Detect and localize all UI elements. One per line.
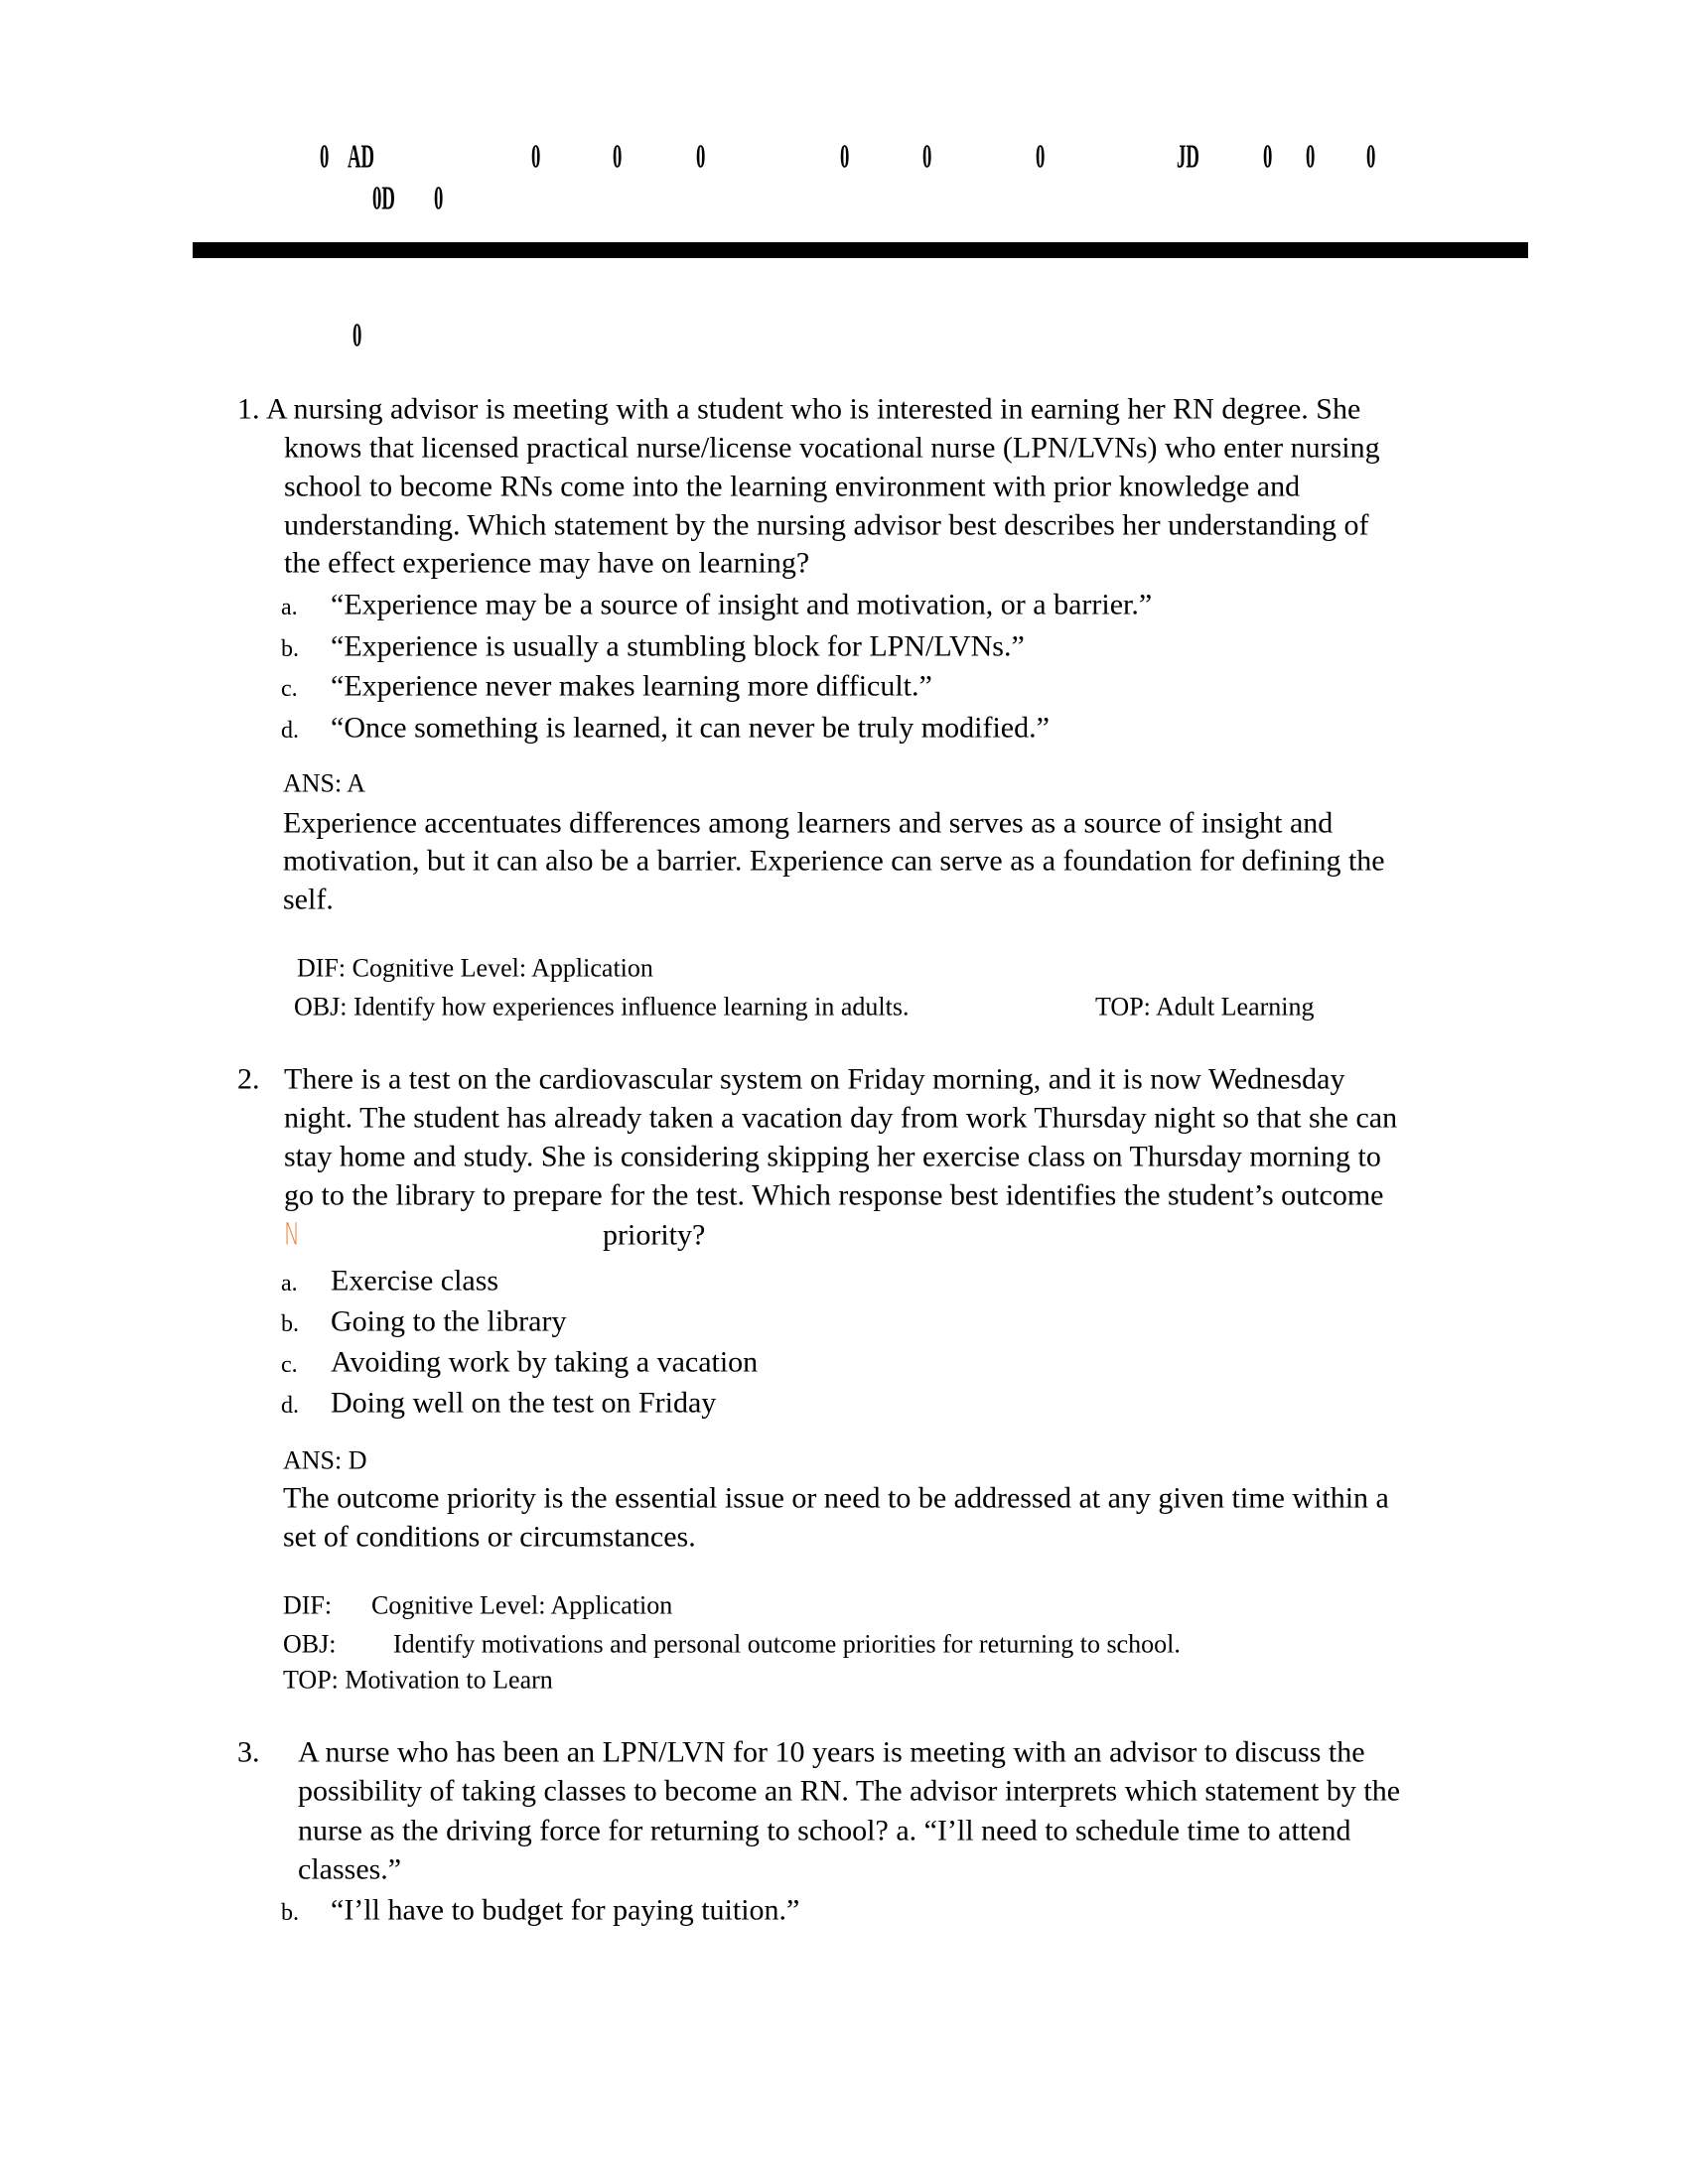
question-stem-line: classes.”	[298, 1852, 402, 1886]
header-glyph: 0D	[372, 180, 395, 217]
rationale-line: set of conditions or circumstances.	[283, 1520, 696, 1554]
question-stem-line: A nurse who has been an LPN/LVN for 10 years is meeting with an advisor to discuss the	[298, 1735, 1365, 1769]
header-glyph: 0	[320, 138, 330, 176]
option-letter: a.	[281, 594, 298, 620]
objective-label: OBJ:	[283, 1629, 337, 1659]
option-text: Going to the library	[331, 1304, 567, 1338]
question-stem-line: There is a test on the cardiovascular system on Friday morning, and it is now Wednesday	[284, 1062, 1345, 1096]
header-glyph: 0	[434, 180, 444, 217]
rationale-line: motivation, but it can also be a barrier. Experience can serve as a foundation for defining the	[283, 844, 1385, 878]
answer: ANS: D	[283, 1445, 367, 1475]
question-stem-line: possibility of taking classes to become an RN. The advisor interprets which statement by the	[298, 1774, 1401, 1808]
header-rule	[193, 242, 1528, 258]
option-letter: d.	[281, 717, 299, 744]
question-stem-line: school to become RNs come into the learning environment with prior knowledge and	[284, 470, 1301, 503]
section-mark: 0	[352, 317, 362, 354]
question-number: 2.	[237, 1062, 260, 1096]
rationale-line: The outcome priority is the essential issue or need to be addressed at any given time within a	[283, 1481, 1389, 1515]
option-text: Avoiding work by taking a vacation	[331, 1345, 759, 1379]
option-letter: c.	[281, 1351, 298, 1378]
header-glyph: 0	[840, 138, 850, 176]
question-stem-line: understanding. Which statement by the nursing advisor best describes her understanding of	[284, 508, 1369, 542]
option-text: Doing well on the test on Friday	[331, 1386, 717, 1420]
option-text: “Once something is learned, it can never be truly modified.”	[331, 711, 1050, 745]
question-stem-line: knows that licensed practical nurse/license vocational nurse (LPN/LVNs) who enter nursing	[284, 431, 1380, 465]
rationale-line: self.	[283, 883, 334, 916]
difficulty-label: DIF:	[283, 1590, 333, 1620]
option-letter: b.	[281, 1899, 299, 1926]
topic: TOP: Adult Learning	[1095, 992, 1315, 1022]
objective: Identify motivations and personal outcome priorities for returning to school.	[393, 1629, 1181, 1659]
option-text: “Experience may be a source of insight and motivation, or a barrier.”	[331, 588, 1153, 621]
header-glyph: 0	[531, 138, 541, 176]
stem-mark: N	[284, 1217, 300, 1253]
header-glyph: JD	[1177, 138, 1199, 176]
answer: ANS: A	[283, 768, 366, 798]
difficulty: DIF: Cognitive Level: Application	[297, 953, 653, 983]
question-stem-line: priority?	[603, 1218, 706, 1252]
option-letter: a.	[281, 1270, 298, 1297]
option-letter: b.	[281, 635, 299, 662]
header-glyph: AD	[348, 138, 375, 176]
header-glyph: 0	[696, 138, 706, 176]
question-number: 1.	[237, 392, 260, 426]
objective: OBJ: Identify how experiences influence learning in adults.	[294, 992, 910, 1022]
option-letter: c.	[281, 675, 298, 702]
header-glyph: 0	[1366, 138, 1376, 176]
header-glyph: 0	[1036, 138, 1046, 176]
question-stem-line: A nursing advisor is meeting with a student who is interested in earning her RN degree. She	[266, 392, 1361, 426]
question-stem-line: nurse as the driving force for returning to school? a. “I’ll need to schedule time to attend	[298, 1814, 1351, 1847]
header-glyph: 0	[1263, 138, 1273, 176]
option-text: “I’ll have to budget for paying tuition.”	[331, 1893, 800, 1927]
header-glyph: 0	[922, 138, 932, 176]
option-text: Exercise class	[331, 1264, 499, 1297]
header-glyph: 0	[613, 138, 623, 176]
difficulty: Cognitive Level: Application	[371, 1590, 673, 1620]
question-stem-line: stay home and study. She is considering skipping her exercise class on Thursday morning to	[284, 1140, 1381, 1173]
header-glyph: 0	[1306, 138, 1316, 176]
question-number: 3.	[237, 1735, 260, 1769]
question-stem-line: night. The student has already taken a vacation day from work Thursday night so that she can	[284, 1101, 1398, 1135]
option-letter: d.	[281, 1392, 299, 1419]
option-text: “Experience never makes learning more difficult.”	[331, 669, 932, 703]
topic: TOP: Motivation to Learn	[283, 1665, 553, 1695]
rationale-line: Experience accentuates differences among learners and serves as a source of insight and	[283, 806, 1334, 840]
question-stem-line: the effect experience may have on learning?	[284, 546, 810, 580]
option-letter: b.	[281, 1310, 299, 1337]
question-stem-line: go to the library to prepare for the test. Which response best identifies the student’s outcome	[284, 1178, 1384, 1212]
option-text: “Experience is usually a stumbling block for LPN/LVNs.”	[331, 629, 1025, 663]
